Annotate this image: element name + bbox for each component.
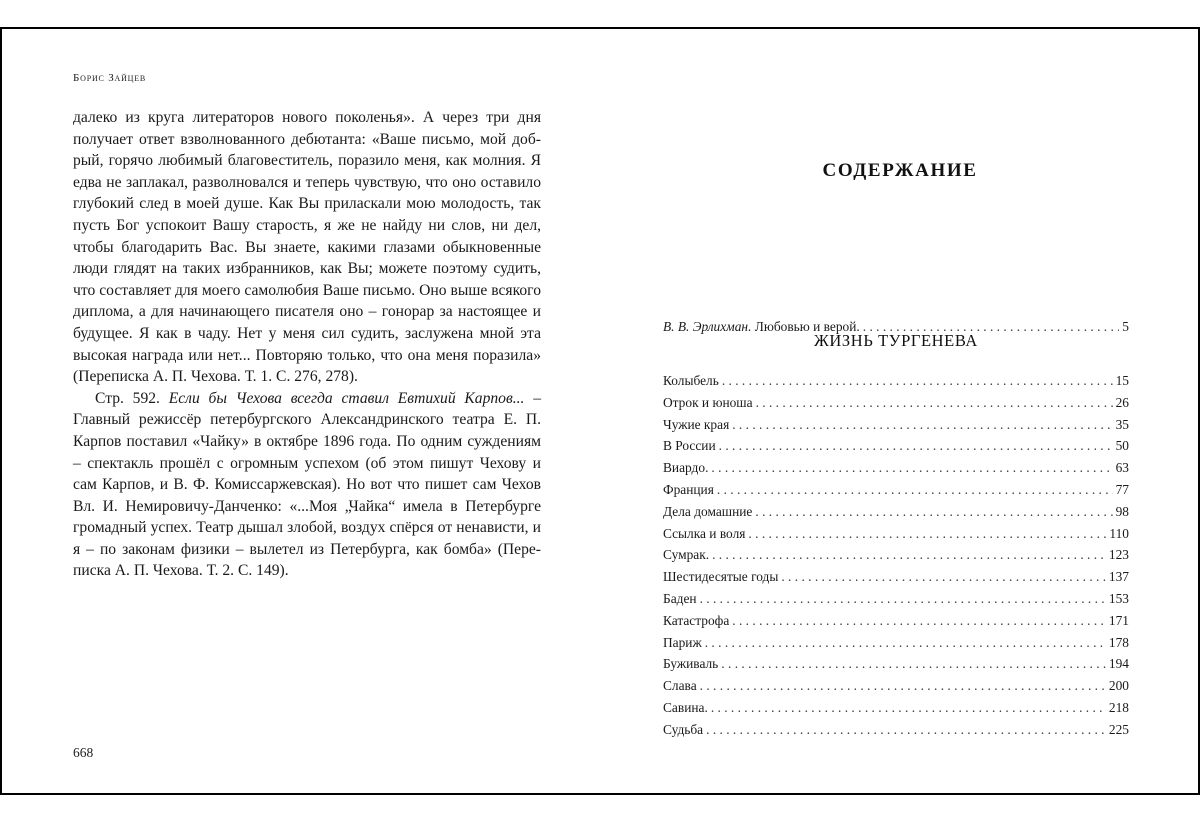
dot-leader [722, 372, 1113, 390]
toc-entry-title: Франция [663, 482, 714, 497]
toc-entry-page: 50 [1115, 438, 1129, 454]
toc-entry-page: 5 [1122, 319, 1129, 334]
toc-entry-title: Катастрофа [663, 612, 730, 628]
text-run: далеко из круга литераторов нового поколенья». А через три дня получает ответ взволнованного дебютанта: «Ваше письмо, мой добрый, горячо любимый благовеститель, поразило меня, как молния. Я едва не заплакал, разволновался и теперь чувствую, что оно оставило глубокий след в моей душе. Как Вы приласкали мою молодость, так пусть Бог успокоит Вашу старость, я же не найду ни слов, ни дел, чтобы благодарить Вас. Вы знаете, какими глазами обыкновенные люди глядят на таких избранников, как Вы; можете поэтому судить, что составляет для моего самолюбия Ваше письмо. Оно выше всякого диплома, а для начинающего писателя оно – гонорар за настоящее и будущее. Я как в чаду. Нет у меня сил судить, заслужена мной эта высокая награда или нет... Повторяю только, что она меня поразила» (Переписка А. П. Чехова. Т. 1. С. 276, 278). [73, 109, 541, 386]
toc-entry[interactable] [663, 416, 1129, 434]
dot-leader [705, 634, 1106, 652]
toc-entry-page: 110 [1109, 525, 1129, 541]
toc-entry-title: Шестидесятые годы [663, 569, 779, 585]
toc-entry[interactable] [663, 634, 1129, 652]
paragraph-1 [73, 107, 541, 388]
toc-entry[interactable] [663, 612, 1129, 630]
running-head: Борис Зайцев [73, 72, 147, 84]
toc-entry-page: 225 [1108, 721, 1129, 737]
toc-entry-title: Отрок и юноша [663, 394, 753, 410]
dot-leader [700, 677, 1106, 695]
toc-entry-page: 178 [1108, 634, 1129, 650]
toc-entry[interactable] [663, 568, 1129, 586]
toc-entry-title: Буживаль [663, 656, 719, 672]
toc-entry-title: Чужие края [663, 416, 730, 432]
toc-entry-page: 77 [1115, 482, 1129, 497]
toc-entry[interactable] [663, 655, 1129, 673]
dot-leader [711, 459, 1112, 477]
toc-entry-page: 218 [1108, 700, 1129, 715]
italic-run: Если бы Чехова всегда ставил Евтихий Карпов... [168, 389, 525, 407]
toc-entry[interactable] [663, 372, 1129, 390]
toc-entry-page: 98 [1115, 503, 1129, 519]
toc-title: СОДЕРЖАНИЕ [822, 160, 978, 181]
toc-entry-title: Сумрак. [663, 547, 710, 563]
dot-leader [700, 590, 1106, 608]
toc-entry-page: 137 [1108, 569, 1129, 585]
dot-leader [732, 416, 1112, 434]
toc-entry[interactable] [663, 394, 1129, 412]
toc-entry[interactable] [663, 677, 1129, 695]
toc-entry-page: 153 [1108, 591, 1129, 606]
toc-entry-title: Любовью и верой. [751, 319, 860, 334]
toc-entry-title: Дела домашние [663, 503, 753, 519]
dot-leader [781, 568, 1106, 586]
dot-leader [755, 503, 1112, 521]
toc-entry-page: 200 [1108, 678, 1129, 694]
toc-entry-page: 63 [1115, 460, 1129, 476]
toc-entry-page: 15 [1115, 373, 1129, 388]
toc-entry-page: 123 [1108, 547, 1129, 563]
text-run: – Главный режиссёр петербургского Александринского театра Е. П. Карпов поставил «Чайку» в октябре 1896 года. По одним суждениям – спектакль прошёл с огромным успехом (об этом пишут Чехову и сам Карпов, и В. Ф. Комиссаржевская). Но вот что пишет сам Чехов Вл. И. Немировичу-Данченко: «...Моя „Чайка“ имела в Петербурге громадный успех. Театр дышал злобой, воздух спёрся от ненависти, и я – по законам физики – вылетел из Петербурга, как бомба» (Переписка А. П. Чехова. Т. 2. С. 149). [73, 389, 542, 580]
toc-entry-author: В. В. Эрлихман. [663, 319, 752, 334]
toc-entry[interactable] [663, 590, 1129, 608]
toc-entry-title: Париж [663, 634, 702, 650]
toc-entry-page: 171 [1108, 612, 1129, 628]
dot-leader [719, 437, 1113, 455]
toc-entry-page: 26 [1115, 394, 1129, 410]
toc-section-heading: ЖИЗНЬ ТУРГЕНЕВА [814, 331, 978, 350]
dot-leader [717, 481, 1113, 499]
toc-entry-page: 35 [1115, 416, 1129, 432]
toc-entry[interactable] [663, 481, 1129, 499]
toc-entry[interactable] [663, 721, 1129, 739]
text-run: Стр. 592. [95, 389, 169, 407]
dot-leader [732, 612, 1106, 630]
toc-entry-title: Виардо. [663, 460, 709, 476]
toc-entry-title: Ссылка и воля [663, 525, 746, 541]
toc-entry[interactable] [663, 437, 1129, 455]
right-page [602, 29, 1198, 793]
toc-entry[interactable] [663, 503, 1129, 521]
dot-leader [712, 546, 1106, 564]
toc-entry-title: Слава [663, 678, 697, 694]
page-number: 668 [73, 745, 94, 760]
toc-entry[interactable] [663, 699, 1129, 717]
left-page [2, 29, 602, 793]
dot-leader [711, 699, 1106, 717]
toc-entry-title: В России [663, 438, 716, 454]
toc-entry-page: 194 [1108, 656, 1129, 672]
paragraph-2 [73, 388, 541, 582]
body-text [73, 107, 541, 582]
toc-entry-title: Колыбель [663, 373, 719, 388]
toc-entry-title: Баден [663, 591, 697, 606]
toc-entry-title: Савина. [663, 700, 708, 715]
toc-entry-title: Судьба [663, 721, 704, 737]
dot-leader [748, 525, 1106, 543]
toc-entry[interactable] [663, 525, 1129, 543]
toc-entry[interactable] [663, 546, 1129, 564]
toc-entry[interactable] [663, 459, 1129, 477]
dot-leader [756, 394, 1113, 412]
dot-leader [721, 655, 1106, 673]
book-spread [0, 27, 1200, 795]
dot-leader [706, 721, 1106, 739]
